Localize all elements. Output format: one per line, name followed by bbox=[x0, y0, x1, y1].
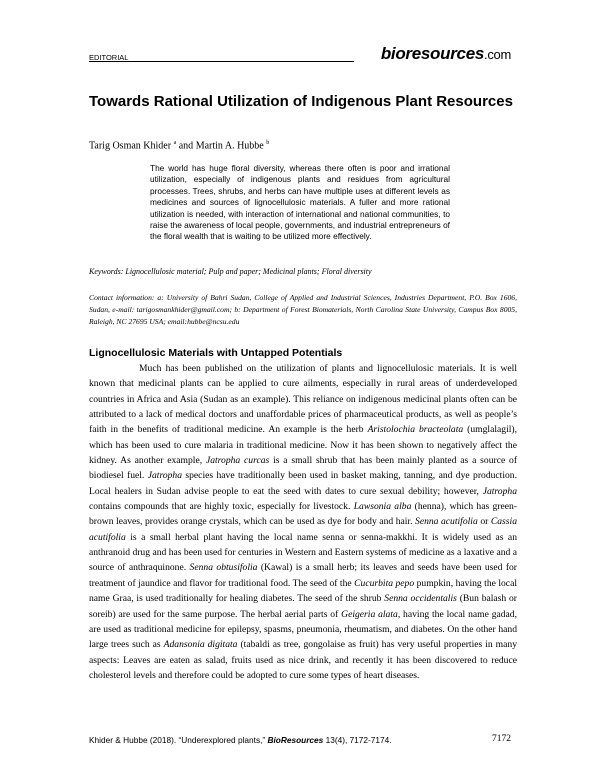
section-label: EDITORIAL bbox=[89, 53, 129, 62]
body-text-run: species have traditionally been used in basket making, tanning, and dye production. Local healers in Sudan advise people to eat the seed with dates to cure sexual debility; however, bbox=[89, 470, 517, 497]
author-1-affiliation: a bbox=[173, 140, 177, 146]
body-text-run: is a small shrub that has been mainly planted as a source of biodiesel fuel. bbox=[89, 455, 518, 482]
body-text-run: Much has been published on the utilization of plants and lignocellulosic materials. It is well known that medicinal plants can be applied to cure ailments, especially in rural areas of underdeveloped countries in Africa and Asia (Sudan as an example). This reliance on indigenous medicinal plants often can be attributed to a lack of medical doctors and unaffordable prices of pharmaceutical products, as well as people’s faith in the benefits of traditional medicine. An example is the herb bbox=[89, 363, 517, 436]
page-header bbox=[89, 40, 511, 64]
citation-journal: BioResources bbox=[267, 735, 324, 745]
author-line bbox=[89, 140, 269, 151]
brand-name: bioresources bbox=[380, 44, 485, 63]
species-name: Jatropha curcas bbox=[205, 455, 270, 467]
species-name: Senna acutifolia bbox=[415, 516, 478, 528]
body-text-run: or bbox=[477, 516, 491, 528]
body-text-run: (Bun balash or soreib) are used for the same purpose. The herbal aerial parts of bbox=[89, 593, 518, 620]
citation-authors: Khider & Hubbe (2018). “Underexplored plants,” bbox=[89, 735, 268, 745]
species-name: Jatropha bbox=[482, 485, 517, 497]
author-2-affiliation: b bbox=[266, 140, 270, 146]
author-2: Martin A. Hubbe bbox=[195, 140, 264, 152]
journal-brand bbox=[381, 44, 511, 64]
body-text bbox=[89, 361, 517, 683]
species-name: Jatropha bbox=[147, 470, 183, 482]
contact-information: Contact information: a: University of Bahri Sudan, College of Applied and Industrial Sciences, Industries Department, P.O. Box 1606, Sudan, e-mail: tarigosmankhider@gmail.com; b: Department of Forest Biomaterials, North Carolina State University, Campus Box 8005, Raleigh, NC 27695 USA; email:hubbe@ncsu.edu bbox=[89, 293, 517, 326]
author-conjunction: and bbox=[176, 140, 196, 152]
article-title: Towards Rational Utilization of Indigenous Plant Resources bbox=[89, 93, 513, 110]
species-name: Senna obtusifolia bbox=[189, 562, 258, 574]
body-text-run: contains compounds that are highly toxic, especially for livestock. bbox=[89, 501, 354, 513]
body-text-run: is a small herbal plant having the local name senna or senna-makkhi. It is widely used as an anthranoid drug and has been used for centuries in Western and Eastern systems of medicine as a laxative and a source of anthraquinone. bbox=[89, 531, 517, 574]
species-name: Geigeria alata bbox=[341, 608, 398, 620]
body-text-run: (umglalagil), which has been used to cure malaria in traditional medicine. Now it has been shown to negatively affect the kidney. As another example, bbox=[89, 424, 517, 467]
abstract: The world has huge floral diversity, whereas there often is poor and irrational utilization, especially of indigenous plants and residues from agricultural processes. Trees, shrubs, and herbs can have multiple uses at different levels as medicines and sources of lignocellulosic materials. A fuller and more rational utilization is needed, with interaction of international and national communities, to raise the awareness of local people, governments, and industrial entrepreneurs of the floral wealth that is waiting to be utilized more effectively. bbox=[150, 163, 450, 242]
species-name: Senna occidentalis bbox=[384, 593, 457, 605]
body-text-run: pumpkin, having the local name Graa, is used traditionally for healing diabetes. The seed of the shrub bbox=[89, 577, 517, 605]
body-text-run: (Kawal) is a small herb; its leaves and seeds have been used for treatment of jaundice and flavor for traditional food. The seed of the bbox=[89, 562, 518, 589]
author-1: Tarig Osman Khider bbox=[89, 140, 172, 152]
page-footer bbox=[89, 735, 511, 751]
body-text-run: (henna), which has green-brown leaves, provides orange crystals, which can be used as dye for body and hair. bbox=[89, 501, 518, 528]
body-text-run: (tabaldi as tree, gongolaise as fruit) has very useful properties in many aspects: Leaves are eaten as salad, fruits used as nice drink, and recently it has been discovered to reduce cholesterol levels and therefore could be adopted to cure some types of heart diseases. bbox=[89, 639, 517, 681]
body-paragraph bbox=[89, 361, 517, 683]
keywords: Keywords: Lignocellulosic material; Pulp and paper; Medicinal plants; Floral diversity bbox=[89, 267, 372, 276]
species-name: Adansonia digitata bbox=[163, 639, 238, 651]
footer-citation bbox=[89, 735, 392, 745]
brand-suffix: .com bbox=[484, 47, 511, 62]
section-heading: Lignocellulosic Materials with Untapped Potentials bbox=[89, 347, 343, 359]
species-name: Lawsonia alba bbox=[353, 501, 412, 513]
header-rule bbox=[89, 61, 354, 62]
body-text-run: , having the local name gadad, are used as traditional medicine for epilepsy, spasms, pneumonia, rheumatism, and diabetes. On the other hand large trees such as bbox=[89, 608, 517, 651]
species-name: Cassia acutifolia bbox=[89, 516, 517, 543]
species-name: Aristolochia bracteolata bbox=[367, 424, 464, 436]
species-name: Cucurbita pepo bbox=[354, 577, 415, 589]
page-number: 7172 bbox=[492, 734, 511, 744]
citation-volume: 13(4), 7172-7174. bbox=[323, 735, 392, 745]
